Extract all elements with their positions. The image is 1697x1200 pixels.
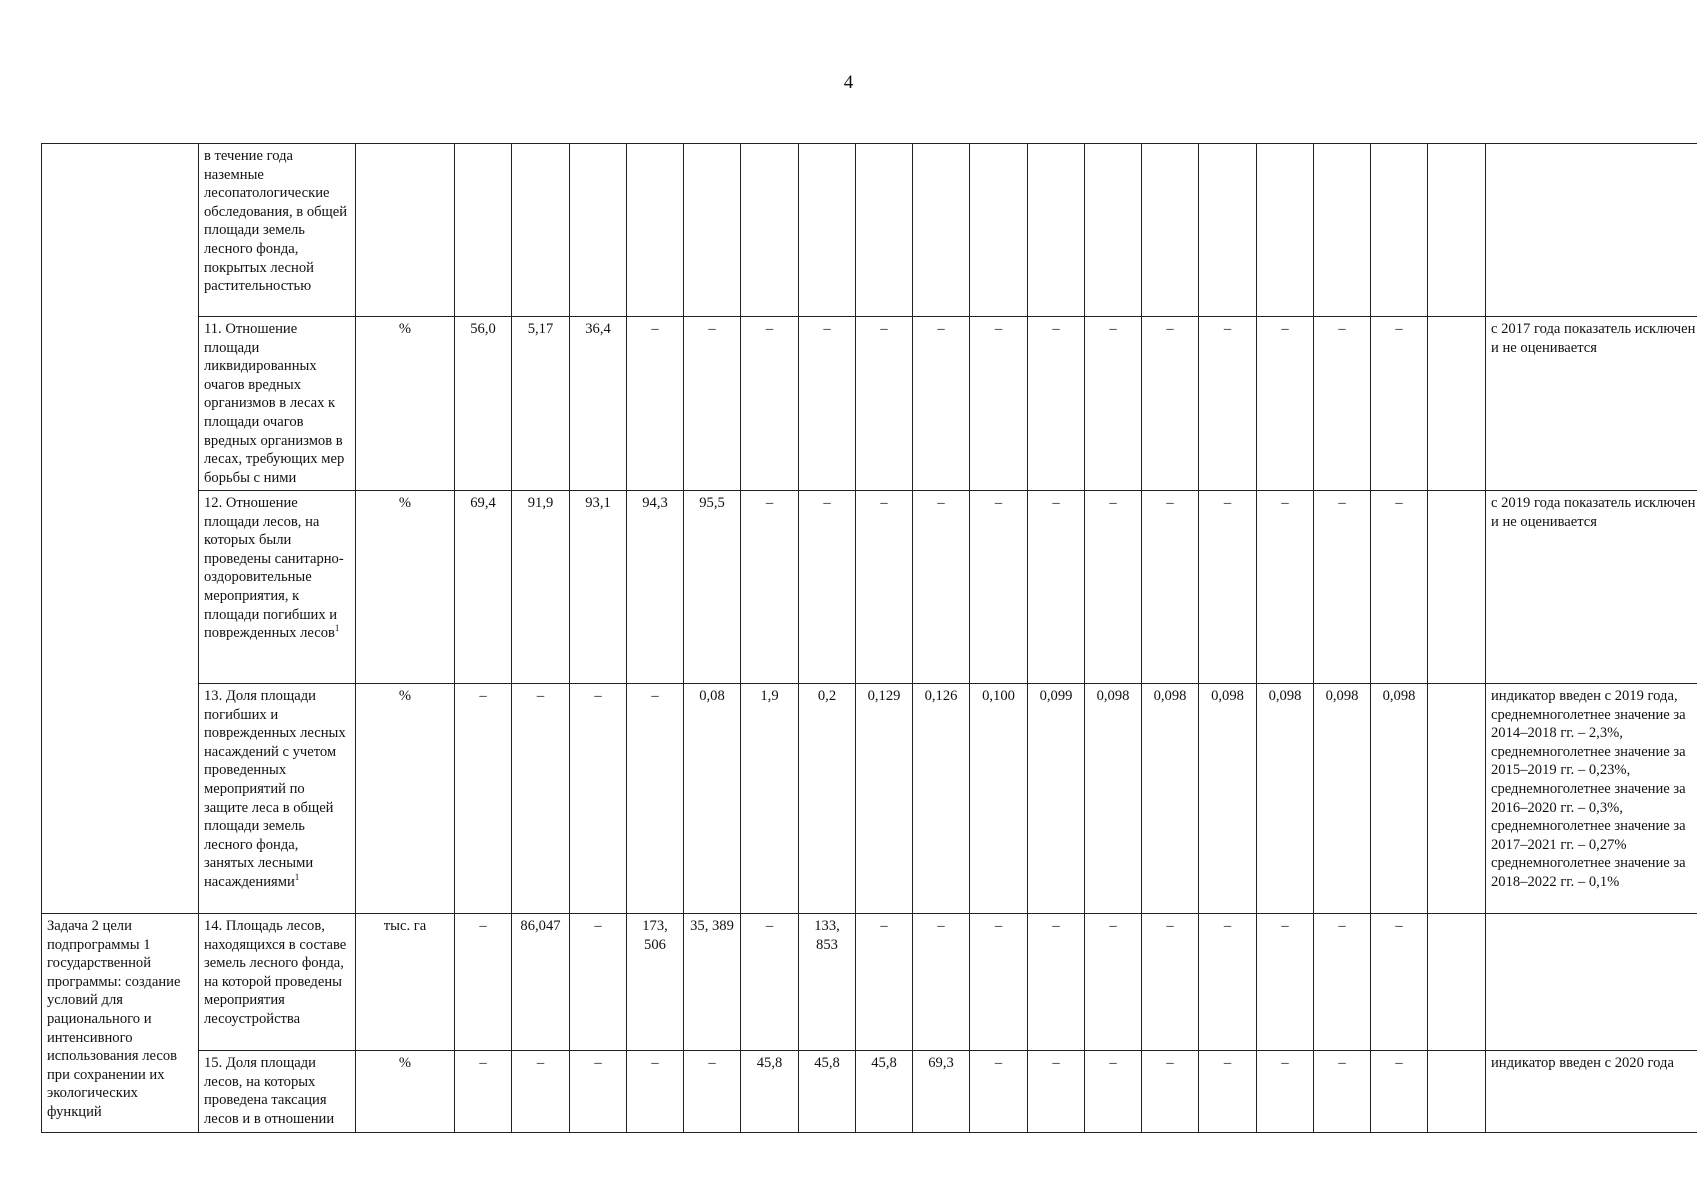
value-cell bbox=[1142, 144, 1199, 317]
value-cell: 95,5 bbox=[684, 491, 741, 684]
value-cell bbox=[1428, 317, 1486, 491]
value-cell: 45,8 bbox=[856, 1051, 913, 1133]
value-cell bbox=[1085, 144, 1142, 317]
value-cell: 1,9 bbox=[741, 684, 799, 914]
value-cell: – bbox=[455, 914, 512, 1051]
value-cell: 0,100 bbox=[970, 684, 1028, 914]
value-cell bbox=[799, 144, 856, 317]
value-cell: 0,098 bbox=[1257, 684, 1314, 914]
value-cell: – bbox=[913, 317, 970, 491]
value-cell: – bbox=[512, 1051, 570, 1133]
value-cell: 133, 853 bbox=[799, 914, 856, 1051]
value-cell: – bbox=[1085, 914, 1142, 1051]
value-cell bbox=[913, 144, 970, 317]
value-cell: 0,126 bbox=[913, 684, 970, 914]
unit-cell: % bbox=[356, 317, 455, 491]
value-cell: – bbox=[1199, 491, 1257, 684]
value-cell: 0,098 bbox=[1314, 684, 1371, 914]
value-cell: – bbox=[799, 491, 856, 684]
value-cell: 0,2 bbox=[799, 684, 856, 914]
value-cell: – bbox=[970, 914, 1028, 1051]
value-cell: 35, 389 bbox=[684, 914, 741, 1051]
value-cell: 69,3 bbox=[913, 1051, 970, 1133]
value-cell: – bbox=[1142, 491, 1199, 684]
indicator-cell bbox=[199, 684, 356, 914]
value-cell: 45,8 bbox=[799, 1051, 856, 1133]
value-cell: – bbox=[1314, 317, 1371, 491]
value-cell: – bbox=[1371, 1051, 1428, 1133]
value-cell: – bbox=[970, 491, 1028, 684]
value-cell bbox=[1428, 144, 1486, 317]
value-cell: – bbox=[741, 914, 799, 1051]
value-cell: – bbox=[1199, 1051, 1257, 1133]
value-cell bbox=[627, 144, 684, 317]
value-cell: – bbox=[570, 914, 627, 1051]
value-cell: – bbox=[1199, 914, 1257, 1051]
note-cell: с 2017 года показатель исключен и не оценивается bbox=[1486, 317, 1697, 491]
value-cell: – bbox=[1257, 1051, 1314, 1133]
unit-cell: % bbox=[356, 1051, 455, 1133]
value-cell: – bbox=[1028, 1051, 1085, 1133]
value-cell: – bbox=[1028, 317, 1085, 491]
value-cell: – bbox=[1371, 914, 1428, 1051]
value-cell bbox=[1428, 684, 1486, 914]
value-cell: – bbox=[1257, 914, 1314, 1051]
value-cell bbox=[1428, 914, 1486, 1051]
indicators-table bbox=[41, 143, 1697, 1133]
value-cell: – bbox=[1142, 1051, 1199, 1133]
value-cell: – bbox=[455, 684, 512, 914]
unit-cell: % bbox=[356, 491, 455, 684]
unit-cell: % bbox=[356, 684, 455, 914]
indicator-cell bbox=[199, 914, 356, 1051]
value-cell: – bbox=[741, 491, 799, 684]
unit-cell: тыс. га bbox=[356, 914, 455, 1051]
value-cell: – bbox=[741, 317, 799, 491]
note-cell bbox=[1486, 144, 1697, 317]
value-cell: 0,129 bbox=[856, 684, 913, 914]
value-cell: – bbox=[1314, 1051, 1371, 1133]
indicator-text: 12. Отношение площади лесов, на которых были проведены санитарно-оздоровительные мероприятия, к площади погибших и поврежденных лесов bbox=[204, 495, 344, 642]
value-cell: – bbox=[570, 1051, 627, 1133]
value-cell: – bbox=[913, 914, 970, 1051]
value-cell: – bbox=[1028, 914, 1085, 1051]
table-row bbox=[42, 684, 1697, 914]
indicator-text: 14. Площадь лесов, находящихся в составе земель лесного фонда, на которой проведены мероприятия лесоустройства bbox=[204, 918, 347, 1027]
value-cell: 0,08 bbox=[684, 684, 741, 914]
value-cell: – bbox=[1142, 317, 1199, 491]
value-cell bbox=[455, 144, 512, 317]
value-cell: – bbox=[1085, 317, 1142, 491]
value-cell: 91,9 bbox=[512, 491, 570, 684]
value-cell: – bbox=[684, 317, 741, 491]
value-cell: – bbox=[970, 317, 1028, 491]
value-cell: – bbox=[627, 317, 684, 491]
value-cell: – bbox=[1257, 317, 1314, 491]
value-cell: 45,8 bbox=[741, 1051, 799, 1133]
value-cell: – bbox=[512, 684, 570, 914]
table-row bbox=[42, 317, 1697, 491]
value-cell: – bbox=[1085, 1051, 1142, 1133]
value-cell: 86,047 bbox=[512, 914, 570, 1051]
value-cell: – bbox=[684, 1051, 741, 1133]
value-cell: – bbox=[570, 684, 627, 914]
value-cell: 69,4 bbox=[455, 491, 512, 684]
value-cell bbox=[970, 144, 1028, 317]
table-body bbox=[42, 144, 1697, 1133]
value-cell: – bbox=[1142, 914, 1199, 1051]
value-cell: 0,099 bbox=[1028, 684, 1085, 914]
note-cell: с 2019 года показатель исключен и не оценивается bbox=[1486, 491, 1697, 684]
value-cell: – bbox=[627, 1051, 684, 1133]
value-cell: – bbox=[1199, 317, 1257, 491]
value-cell: – bbox=[856, 317, 913, 491]
value-cell bbox=[856, 144, 913, 317]
value-cell: 0,098 bbox=[1199, 684, 1257, 914]
value-cell bbox=[1371, 144, 1428, 317]
value-cell bbox=[1428, 1051, 1486, 1133]
indicator-text: 15. Доля площади лесов, на которых проведена таксация лесов и в отношении bbox=[204, 1055, 335, 1127]
value-cell: 94,3 bbox=[627, 491, 684, 684]
value-cell: – bbox=[627, 684, 684, 914]
value-cell: – bbox=[970, 1051, 1028, 1133]
value-cell: – bbox=[856, 491, 913, 684]
value-cell: 36,4 bbox=[570, 317, 627, 491]
value-cell: – bbox=[1371, 491, 1428, 684]
footnote-marker: 1 bbox=[334, 623, 340, 634]
table-row bbox=[42, 144, 1697, 317]
value-cell: 0,098 bbox=[1142, 684, 1199, 914]
indicator-cell bbox=[199, 491, 356, 684]
value-cell bbox=[1428, 491, 1486, 684]
value-cell bbox=[512, 144, 570, 317]
value-cell bbox=[570, 144, 627, 317]
footnote-marker: 1 bbox=[294, 872, 300, 883]
value-cell: – bbox=[455, 1051, 512, 1133]
value-cell bbox=[741, 144, 799, 317]
value-cell: 173, 506 bbox=[627, 914, 684, 1051]
task-cell-empty bbox=[42, 144, 199, 914]
value-cell: – bbox=[1371, 317, 1428, 491]
value-cell bbox=[1199, 144, 1257, 317]
table-row bbox=[42, 914, 1697, 1051]
value-cell: 93,1 bbox=[570, 491, 627, 684]
value-cell: 0,098 bbox=[1371, 684, 1428, 914]
value-cell: – bbox=[1257, 491, 1314, 684]
note-cell: индикатор введен с 2019 года, среднемноголетнее значение за 2014–2018 гг. – 2,3%, среднемноголетнее значение за 2015–2019 гг. – 0,23%, среднемноголетнее значение за 2016–2020 гг. – 0,3%, среднемноголетнее значение за 2017–2021 гг. – 0,27% среднемноголетнее значение за 2018–2022 гг. – 0,1% bbox=[1486, 684, 1697, 914]
value-cell: 5,17 bbox=[512, 317, 570, 491]
page-number: 4 bbox=[843, 72, 854, 93]
value-cell: – bbox=[1314, 491, 1371, 684]
task-cell bbox=[42, 914, 199, 1133]
note-cell: индикатор введен с 2020 года bbox=[1486, 1051, 1697, 1133]
value-cell: – bbox=[1314, 914, 1371, 1051]
value-cell: 56,0 bbox=[455, 317, 512, 491]
indicator-text: в течение года наземные лесопатологические обследования, в общей площади земель лесного фонда, покрытых лесной растительностью bbox=[204, 148, 348, 295]
indicator-text: 11. Отношение площади ликвидированных очагов вредных организмов в лесах к площади очагов вредных организмов в лесах, требующих мер борьбы с ними bbox=[204, 321, 345, 486]
table-row bbox=[42, 491, 1697, 684]
indicator-cell bbox=[199, 1051, 356, 1133]
indicator-cell bbox=[199, 144, 356, 317]
value-cell: – bbox=[1028, 491, 1085, 684]
table-row bbox=[42, 1051, 1697, 1133]
value-cell bbox=[1257, 144, 1314, 317]
value-cell bbox=[684, 144, 741, 317]
unit-cell bbox=[356, 144, 455, 317]
indicator-text: 13. Доля площади погибших и поврежденных лесных насаждений с учетом проведенных мероприятий по защите леса в общей площади земель лесного фонда, занятых лесными насаждениями bbox=[204, 688, 346, 890]
task-text: Задача 2 цели подпрограммы 1 государственной программы: создание условий для рационального и интенсивного использования лесов при сохранении их экологических функций bbox=[47, 918, 181, 1120]
value-cell bbox=[1028, 144, 1085, 317]
value-cell bbox=[1314, 144, 1371, 317]
value-cell: – bbox=[913, 491, 970, 684]
value-cell: 0,098 bbox=[1085, 684, 1142, 914]
value-cell: – bbox=[799, 317, 856, 491]
value-cell: – bbox=[856, 914, 913, 1051]
indicator-cell bbox=[199, 317, 356, 491]
note-cell bbox=[1486, 914, 1697, 1051]
value-cell: – bbox=[1085, 491, 1142, 684]
